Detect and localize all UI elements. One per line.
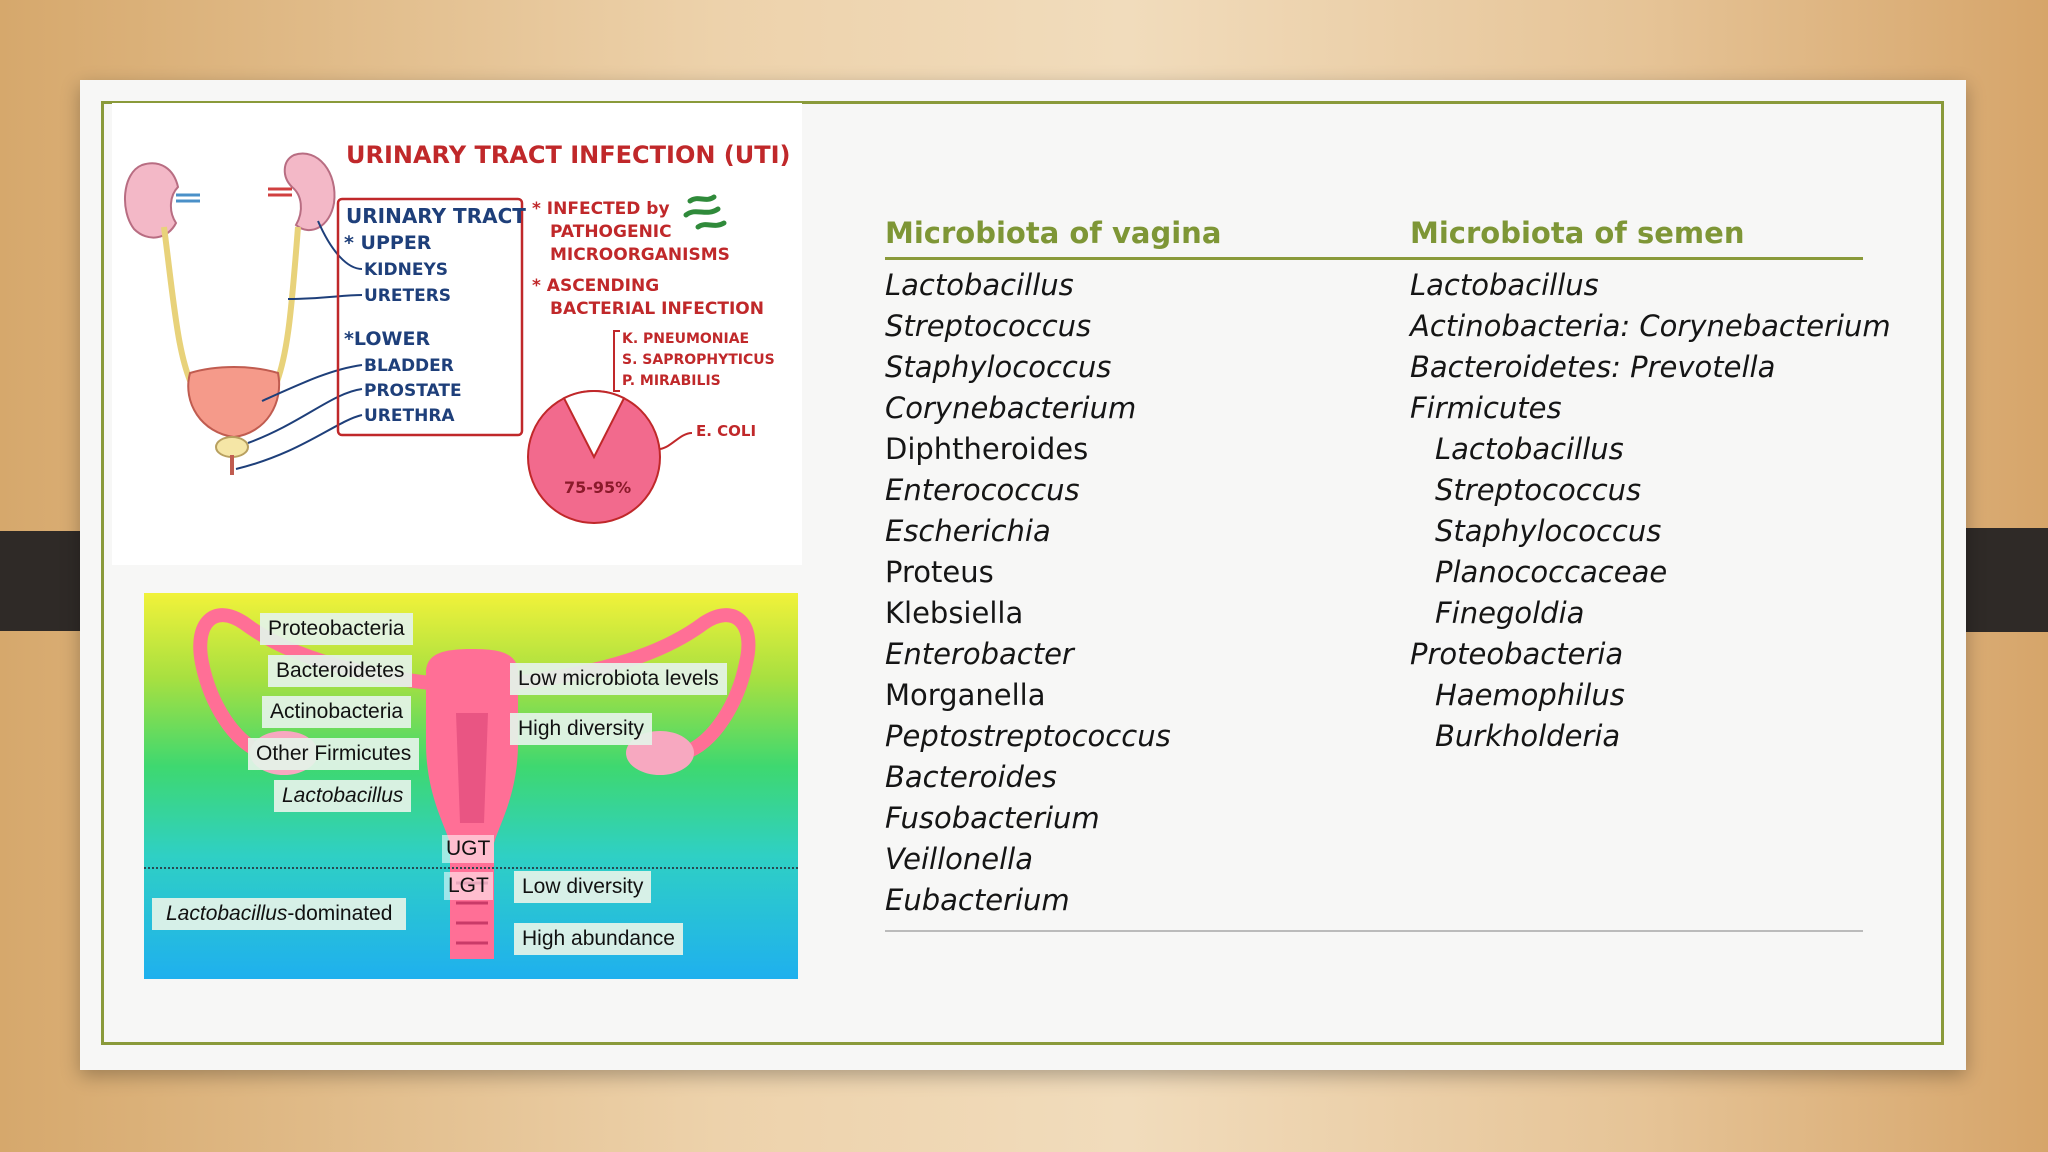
uti-drawing xyxy=(112,103,802,565)
uti-ecoli-label: E. COLI xyxy=(696,422,757,440)
bladder-icon xyxy=(188,367,279,437)
left-kidney-icon xyxy=(125,163,178,237)
table-row: Planococcaceae xyxy=(1435,555,1668,589)
uti-lower-label: *LOWER xyxy=(344,328,431,350)
right-vessel-icon xyxy=(268,189,292,195)
table-row: Proteobacteria xyxy=(1410,637,1624,671)
ecoli-pointer xyxy=(660,433,692,449)
table-row: Peptostreptococcus xyxy=(885,719,1171,753)
label-high-abundance: High abundance xyxy=(514,923,683,955)
table-row: Streptococcus xyxy=(1435,473,1642,507)
table-row: Proteus xyxy=(885,555,994,589)
right-kidney-icon xyxy=(285,154,335,231)
uti-kidneys-label: KIDNEYS xyxy=(364,260,449,280)
label-proteobacteria: Proteobacteria xyxy=(260,613,413,645)
table-row: Escherichia xyxy=(885,514,1051,548)
table-row: Corynebacterium xyxy=(885,391,1137,425)
label-high-diversity: High diversity xyxy=(510,713,652,745)
prostate-icon xyxy=(216,437,248,457)
label-low-diversity: Low diversity xyxy=(514,871,651,903)
table-row: Actinobacteria: Corynebacterium xyxy=(1410,309,1891,343)
organisms-bracket xyxy=(614,331,620,391)
table-row: Enterococcus xyxy=(885,473,1080,507)
table-row: Staphylococcus xyxy=(885,350,1112,384)
uti-note-1: * INFECTED by xyxy=(532,199,670,219)
microbiota-table xyxy=(885,212,1891,932)
table-row: Firmicutes xyxy=(1410,391,1562,425)
uti-note-4: * ASCENDING xyxy=(532,276,660,296)
header-semen: Microbiota of semen xyxy=(1410,216,1745,250)
uti-urethra-label: URETHRA xyxy=(364,406,455,426)
label-bacteroidetes: Bacteroidetes xyxy=(268,655,412,687)
table-header-row xyxy=(885,212,1863,260)
uti-upper-label: * UPPER xyxy=(344,232,432,254)
label-low-microbiota-levels: Low microbiota levels xyxy=(510,663,727,695)
uti-box-heading: URINARY TRACT xyxy=(346,204,526,228)
table-row: Enterobacter xyxy=(885,637,1074,671)
table-row: Klebsiella xyxy=(885,596,1024,630)
organism-1: K. PNEUMONIAE xyxy=(622,331,750,347)
header-vagina: Microbiota of vagina xyxy=(885,216,1222,250)
table-row: Staphylococcus xyxy=(1435,514,1662,548)
table-row: Lactobacillus xyxy=(1435,432,1624,466)
organism-2: S. SAPROPHYTICUS xyxy=(622,352,775,368)
table-row: Eubacterium xyxy=(885,883,1070,917)
label-lactobacillus-dominated xyxy=(152,898,406,930)
uti-note-5: BACTERIAL INFECTION xyxy=(550,299,764,319)
table-row: Fusobacterium xyxy=(885,801,1100,835)
table-row: Burkholderia xyxy=(1435,719,1621,753)
uti-ureters-label: URETERS xyxy=(364,286,452,306)
table-row: Streptococcus xyxy=(885,309,1092,343)
lactobacillus-dominated-suffix: -dominated xyxy=(287,902,393,925)
table-row: Bacteroides xyxy=(885,760,1057,794)
table-row: Lactobacillus xyxy=(885,268,1074,302)
table-row: Morganella xyxy=(885,678,1046,712)
uti-prostate-label: PROSTATE xyxy=(364,381,462,401)
organism-3: P. MIRABILIS xyxy=(622,373,721,389)
uti-bladder-label: BLADDER xyxy=(364,356,454,376)
bacteria-icon xyxy=(686,197,724,227)
label-other-firmicutes: Other Firmicutes xyxy=(248,738,419,770)
label-actinobacteria: Actinobacteria xyxy=(262,696,411,728)
left-ureter-icon xyxy=(164,227,196,393)
uti-pie-label: 75-95% xyxy=(564,478,632,497)
label-ugt: UGT xyxy=(442,835,494,863)
uti-illustration xyxy=(112,103,802,565)
uti-note-2: PATHOGENIC xyxy=(550,222,672,242)
reproductive-tract-illustration xyxy=(144,593,798,979)
uti-title: URINARY TRACT INFECTION (UTI) xyxy=(346,141,791,169)
uti-note-3: MICROORGANISMS xyxy=(550,245,730,265)
table-row: Bacteroidetes: Prevotella xyxy=(1410,350,1776,384)
right-ureter-icon xyxy=(272,227,298,393)
table-row: Veillonella xyxy=(885,842,1034,876)
label-lactobacillus: Lactobacillus xyxy=(274,780,411,812)
table-row: Lactobacillus xyxy=(1410,268,1599,302)
left-vessel-icon xyxy=(176,195,200,201)
lactobacillus-dominated-genus: Lactobacillus xyxy=(166,902,288,925)
table-row: Diphtheroides xyxy=(885,432,1089,466)
column-vagina xyxy=(885,265,1171,921)
column-semen xyxy=(1410,265,1891,757)
pointer-ureters xyxy=(288,295,362,299)
table-row: Haemophilus xyxy=(1435,678,1625,712)
uterus-inner-icon xyxy=(456,713,488,823)
label-lgt: LGT xyxy=(444,872,493,900)
table-body xyxy=(885,260,1891,932)
ugt-lgt-divider xyxy=(144,867,798,869)
table-row: Finegoldia xyxy=(1435,596,1585,630)
